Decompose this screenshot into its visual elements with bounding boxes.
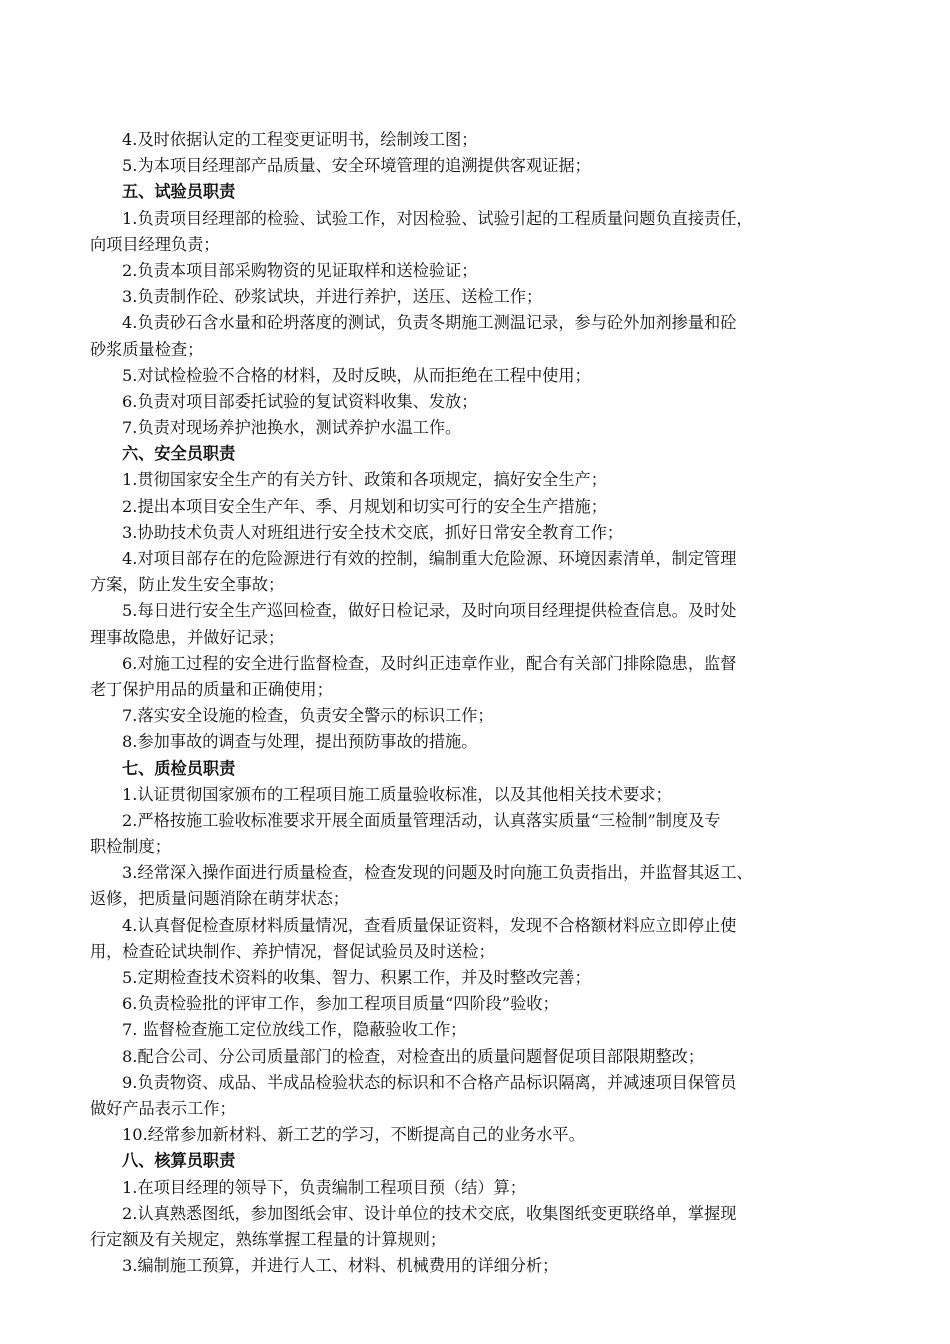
text-line: 6.负责对项目部委托试验的复试资料收集、发放； — [122, 391, 478, 411]
text-line: 行定额及有关规定，熟练掌握工程量的计算规则； — [90, 1229, 447, 1249]
section-heading: 五、试验员职责 — [122, 182, 236, 202]
text-line: 9.负责物资、成品、半成品检验状态的标识和不合格产品标识隔离，并减速项目保管员 — [122, 1072, 737, 1092]
text-line: 返修，把质量问题消除在萌芽状态； — [90, 889, 349, 909]
text-line: 老丁保护用品的质量和正确使用； — [90, 679, 333, 699]
text-line: 理事故隐患，并做好记录； — [90, 627, 285, 647]
text-line: 7.落实安全设施的检查，负责安全警示的标识工作； — [122, 706, 494, 726]
text-line: 砂浆质量检查； — [90, 339, 204, 359]
text-line: 方案，防止发生安全事故； — [90, 575, 285, 595]
document-page — [90, 127, 866, 1279]
text-line: 10.经常参加新材料、新工艺的学习，不断提高自己的业务水平。 — [122, 1125, 585, 1145]
text-line: 4.对项目部存在的危险源进行有效的控制，编制重大危险源、环境因素清单，制定管理 — [122, 549, 737, 568]
text-line: 2.提出本项目安全生产年、季、月规划和切实可行的安全生产措施； — [122, 496, 607, 516]
section-heading: 八、核算员职责 — [122, 1151, 236, 1171]
text-line: 5.对试检检验不合格的材料，及时反映，从而拒绝在工程中使用； — [122, 365, 591, 385]
text-line: 1.认证贯彻国家颁布的工程项目施工质量验收标准，以及其他相关技术要求； — [122, 784, 672, 804]
text-line: 8.配合公司、分公司质量部门的检查，对检查出的质量问题督促项目部限期整改； — [122, 1046, 705, 1066]
text-line: 向项目经理负责； — [90, 234, 220, 254]
text-line: 3.编制施工预算，并进行人工、材料、机械费用的详细分析； — [122, 1256, 559, 1276]
text-line: 职检制度； — [90, 837, 171, 857]
text-line: 7. 监督检查施工定位放线工作，隐蔽验收工作； — [122, 1020, 467, 1040]
text-line: 5.每日进行安全生产巡回检查，做好日检记录，及时向项目经理提供检查信息。及时处 — [122, 601, 737, 621]
text-line: 1.负责项目经理部的检验、试验工作，对因检验、试验引起的工程质量问题负直接责任， — [122, 208, 753, 228]
text-line: 4.认真督促检查原材料质量情况，查看质量保证资料，发现不合格额材料应立即停止使 — [122, 915, 737, 935]
text-line: 做好产品表示工作； — [90, 1098, 236, 1118]
text-line: 2.认真熟悉图纸，参加图纸会审、设计单位的技术交底，收集图纸变更联络单，掌握现 — [122, 1203, 737, 1223]
text-line: 1.在项目经理的领导下，负责编制工程项目预（结）算； — [122, 1177, 526, 1197]
text-line: 8.参加事故的调查与处理，提出预防事故的措施。 — [122, 732, 478, 752]
text-line: 1.贯彻国家安全生产的有关方针、政策和各项规定，搞好安全生产； — [122, 470, 607, 490]
text-line: 用，检查砼试块制作、养护情况，督促试验员及时送检； — [90, 941, 495, 961]
text-line: 3.负责制作砼、砂浆试块，并进行养护，送压、送检工作； — [122, 287, 543, 307]
text-line: 4.负责砂石含水量和砼坍落度的测试，负责冬期施工测温记录，参与砼外加剂掺量和砼 — [122, 313, 737, 333]
text-line: 4.及时依据认定的工程变更证明书，绘制竣工图； — [122, 130, 478, 149]
text-line: 6.负责检验批的评审工作，参加工程项目质量“四阶段”验收； — [122, 994, 559, 1014]
text-line: 7.负责对现场养护池换水，测试养护水温工作。 — [122, 418, 462, 438]
text-line: 5.定期检查技术资料的收集、智力、积累工作，并及时整改完善； — [122, 968, 591, 987]
text-line: 3.协助技术负责人对班组进行安全技术交底，抓好日常安全教育工作； — [122, 522, 624, 542]
text-line: 3.经常深入操作面进行质量检查，检查发现的问题及时向施工负责指出，并监督其返工、 — [122, 863, 753, 883]
text-line: 5.为本项目经理部产品质量、安全环境管理的追溯提供客观证据； — [122, 156, 591, 176]
text-line: 2.负责本项目部采购物资的见证取样和送检验证； — [122, 260, 478, 280]
section-heading: 七、质检员职责 — [122, 758, 236, 778]
text-line: 2.严格按施工验收标准要求开展全面质量管理活动，认真落实质量“三检制”制度及专 — [122, 810, 721, 830]
text-line: 6.对施工过程的安全进行监督检查，及时纠正违章作业，配合有关部门排除隐患，监督 — [122, 653, 737, 673]
section-heading: 六、安全员职责 — [122, 444, 236, 464]
